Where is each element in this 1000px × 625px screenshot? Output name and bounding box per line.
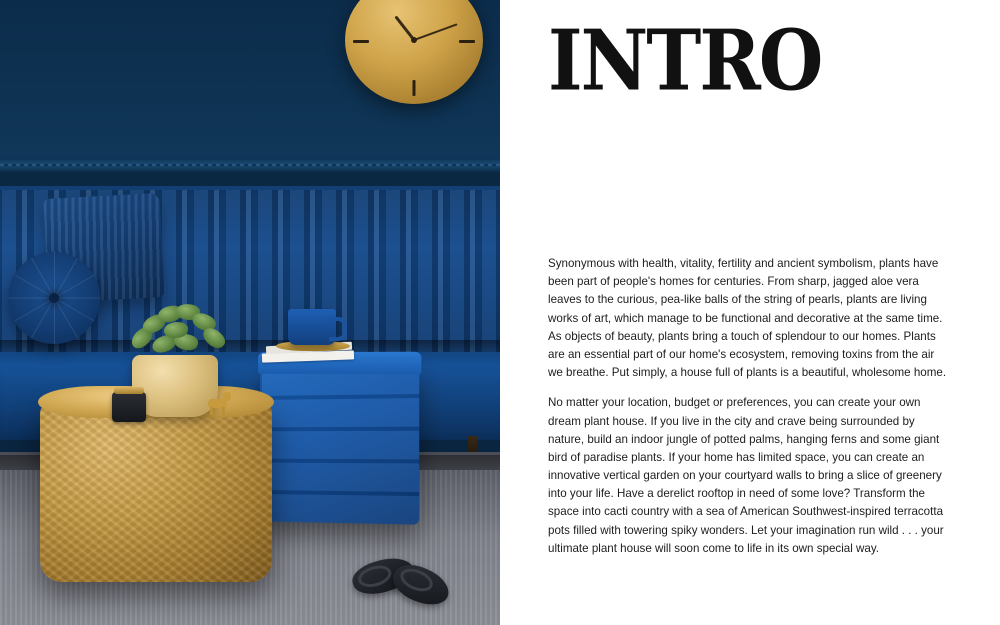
cushion-pleat [14,298,54,322]
round-cushion [8,252,100,344]
paragraph-1: Synonymous with health, vitality, fertility and ancient symbolism, plants have been part of people's homes for centuries. From sharp, jagged aloe vera leaves to the curious, pea-like balls of the string of pearls, plants are living works of art, which manage to be functional and decorative at the same time. As objects of beauty, plants bring a touch of splendour to our homes. Plants are an essential part of our home's ecosystem, removing toxins from the air we breathe. Put simply, a house full of plants is a beautiful, wholesome home. [548,257,947,380]
clock-tick-6 [413,80,416,96]
cushion-pleat [55,298,101,299]
deer-leg [210,407,213,415]
clock-center-pin [411,37,417,43]
text-page [500,0,1000,625]
ottoman [260,361,419,524]
deer-leg [222,407,225,415]
cushion-pleat [54,298,55,344]
cushion-pleat [54,252,55,298]
potted-plant [124,300,228,366]
clock-tick-9 [353,40,369,43]
page-title: INTRO [548,13,822,110]
deer-figurine [206,392,232,414]
coffee-table-body [40,400,272,582]
decor-jar [112,392,146,422]
cushion-pleat [9,298,55,299]
paragraph-2: No matter your location, budget or preferences, you can create your own dream plant house. If you live in the city and crave being surrounded by nature, build an indoor jungle of potted palms, hanging ferns and some giant bird of paradise plants. If your home has limited space, you can create an innovative vertical garden on your courtyard walls to bring a slice of greenery into your life. Have a derelict rooftop in need of some love? Transform the space into cacti country with a sea of American Southwest-inspired terracotta pots filled with towering spiky wonders. Let your imagination run wild . . . your ultimate plant house will soon come to life in its own special way. [548,396,944,555]
body-copy [548,255,952,558]
deer-head [223,392,231,401]
blue-mug [288,309,336,345]
clock-minute-hand [414,23,458,41]
cushion-pleat [54,258,78,298]
clock-tick-3 [459,40,475,43]
slipper-strap [356,562,394,591]
